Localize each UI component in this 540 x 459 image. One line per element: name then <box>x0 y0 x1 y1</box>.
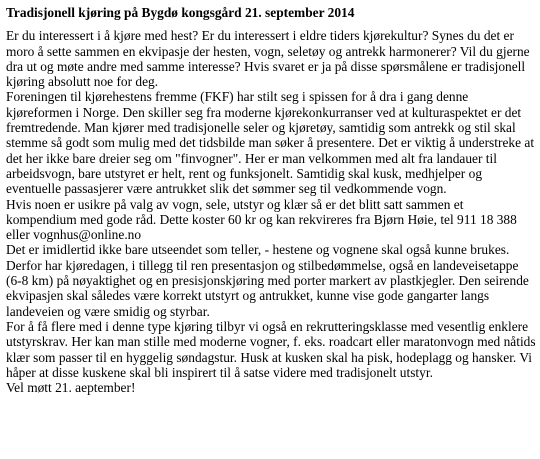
paragraph-fkf: Foreningen til kjørehestens fremme (FKF) har stilt seg i spissen for å dra i gang denne kjøreformen i Norge. Den skiller seg fra moderne kjørekonkurranser ved at kulturaspektet er det fremtredende. Man kjører med tradisjonelle seler og kjøretøy, samtidig som antrekk og stil skal stemme så godt som mulig med det tidsbilde man søker å presentere. Det er viktig å understreke at det her ikke bare dreier seg om "finvogner". Her er man velkommen med alt fra landauer til arbeidsvogn, bare utstyret er helt, rent og funksjonelt. Samtidig skal kusk, medhjelper og eventuelle passasjerer være antrukket slik det sømmer seg til vedkommende vogn. <box>6 89 535 197</box>
paragraph-compendium: Hvis noen er usikre på valg av vogn, sele, utstyr og klær så er det blitt satt sammen et kompendium med gode råd. Dette koster 60 kr og kan rekvireres fra Bjørn Høie, tel 911 18 388 eller vognhus@online.no <box>6 196 517 243</box>
document-title: Tradisjonell kjøring på Bygdø kongsgård 21. september 2014 <box>6 5 355 20</box>
document-page <box>6 5 536 395</box>
paragraph-closing: Vel møtt 21. aeptember! <box>6 380 136 396</box>
paragraph-usage: Det er imidlertid ikke bare utseendet som teller, - hestene og vognene skal også kunne brukes. Derfor har kjøredagen, i tillegg til ren presentasjon og stilbedømmelse, også en landeveisetappe (6-8 km) på nøyaktighet og en presisjonskjøring med porter markert av plastkjegler. Den seirende ekvipasjen skal således være korrekt utstyrt og antrukket, kunne vise gode gangarter langs landeveien og være smidig og styrbar. <box>6 242 529 319</box>
paragraph-recruitment: For å få flere med i denne type kjøring tilbyr vi også en rekrutteringsklasse med vesentlig enklere utstyrskrav. Her kan man stille med moderne vogner, f. eks. roadcart eller maratonvogn med nåtids klær som passer til en hyggelig søndagstur. Husk at kusken skal ha pisk, hodeplagg og hansker. Vi håper at disse kuskene skal bli inspirert til å satse videre med tradisjonelt utstyr. <box>6 318 536 380</box>
paragraph-intro: Er du interessert i å kjøre med hest? Er du interessert i eldre tiders kjørekultur? Synes du det er moro å sette sammen en ekvipasje der hesten, vogn, seletøy og antrekk harmonerer? Vil du gjerne dra ut og møte andre med samme interesse? Hvis svaret er ja på disse spørsmålene er tradisjonell kjøring absolutt noe for deg. <box>6 28 530 90</box>
